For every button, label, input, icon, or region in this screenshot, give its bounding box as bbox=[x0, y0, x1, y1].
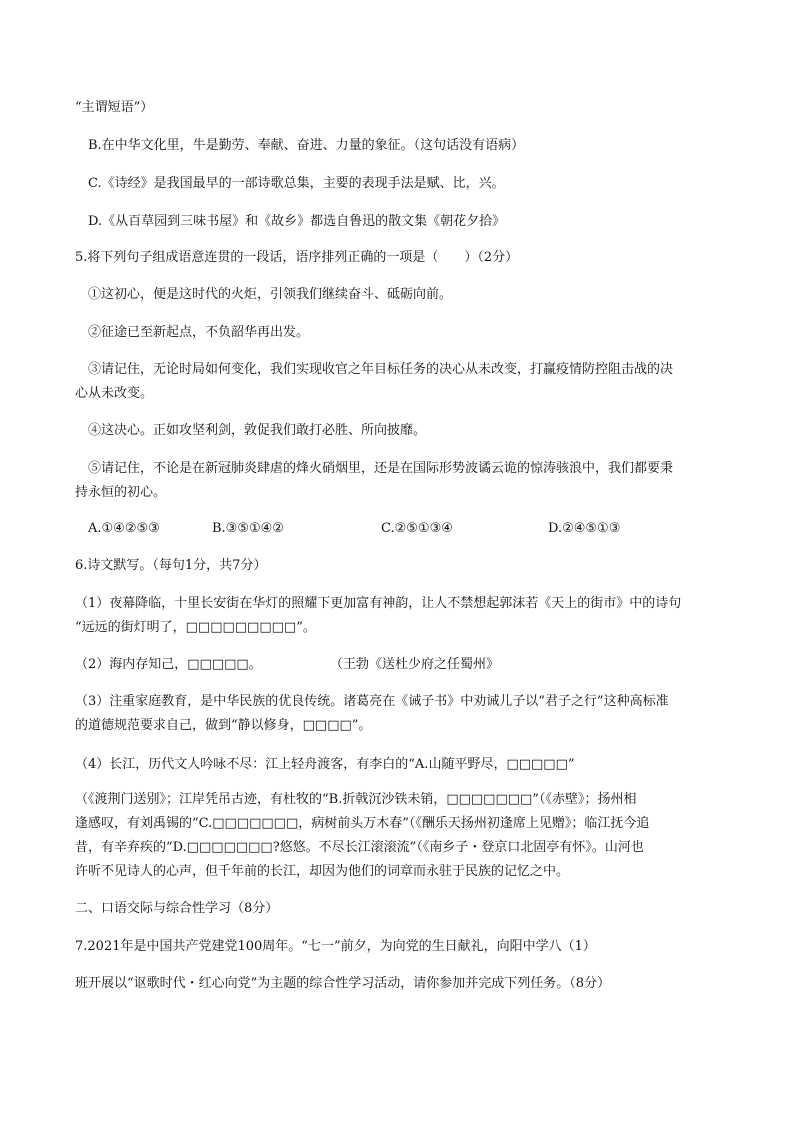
q6-part-4-line2: （《渡荆门送别》；江岸凭吊古迹，有杜牧的“B.折戟沉沙铁未销，□□□□□□□”（《赤壁》；扬州相 bbox=[75, 792, 637, 807]
q4-cont-line: “主谓短语”） bbox=[75, 100, 154, 115]
q6-part-3-cont: 的道德规范要求自己，做到“静以修身，□□□□”。 bbox=[75, 718, 372, 733]
q6-part-1: （1）夜幕降临，十里长安街在华灯的照耀下更加富有神韵，让人不禁想起郭沫若《天上的街市》中的诗句 bbox=[75, 596, 682, 611]
q6-part-4-line4: 昔，有辛弃疾的“D.□□□□□□□?悠悠。不尽长江滚滚流”（《南乡子・登京口北固亭有怀》。山河也 bbox=[75, 840, 644, 855]
q5-option-a: A.①④②⑤③ bbox=[88, 521, 160, 536]
q6-part-4-line5: 许听不见诗人的心声，但千年前的长江，却因为他们的词章而永驻于民族的记忆之中。 bbox=[75, 864, 570, 879]
q7-line-1: 7.2021年是中国共产党建党100周年。“七一”前夕，为向党的生日献礼，向阳中学八（1） bbox=[75, 939, 596, 954]
q5-option-b: B.③⑤①④② bbox=[212, 521, 284, 536]
q4-option-b: B.在中华文化里，牛是勤劳、奉献、奋进、力量的象征。（这句话没有语病） bbox=[88, 138, 525, 153]
q5-sentence-2: ②征途已至新起点，不负韶华再出发。 bbox=[88, 325, 310, 340]
q5-sentence-3-cont: 心从未改变。 bbox=[75, 386, 154, 401]
q6-part-2: （2）海内存知己，□□□□□。 bbox=[75, 657, 262, 672]
q6-part-1-cont: “远远的街灯明了，□□□□□□□□□”。 bbox=[75, 620, 316, 635]
q4-option-c: C.《诗经》是我国最早的一部诗歌总集，主要的表现手法是赋、比，兴。 bbox=[88, 176, 505, 191]
q5-option-c: C.②⑤①③④ bbox=[381, 521, 453, 536]
q7-line-2: 班开展以“讴歌时代・红心向党”为主题的综合性学习活动，请你参加并完成下列任务。（8分） bbox=[75, 976, 611, 991]
q5-sentence-3: ③请记住，无论时局如何变化，我们实现收官之年目标任务的决心从未改变，打赢疫情防控阻击战的决 bbox=[88, 362, 674, 377]
section-2-title: 二、口语交际与综合性学习（8分） bbox=[75, 901, 279, 916]
q5-stem: 5.将下列句子组成语意连贯的一段话，语序排列正确的一项是（ ）（2分） bbox=[75, 250, 519, 265]
q4-option-d: D.《从百草园到三味书屋》和《故乡》都选自鲁迅的散文集《朝花夕拾》 bbox=[88, 214, 506, 229]
q6-stem: 6.诗文默写。（每句1分，共7分） bbox=[75, 558, 267, 573]
q5-option-d: D.②④⑤①③ bbox=[548, 521, 621, 536]
q5-sentence-5-cont: 持永恒的初心。 bbox=[75, 485, 167, 500]
q6-part-3: （3）注重家庭教育，是中华民族的优良传统。诸葛亮在《诫子书》中劝诫儿子以“君子之行”这种高标准 bbox=[75, 694, 669, 709]
q6-part-4: （4）长江，历代文人吟咏不尽：江上轻舟渡客，有李白的“A.山随平野尽，□□□□□” bbox=[75, 757, 575, 772]
q5-sentence-1: ①这初心，便是这时代的火炬，引领我们继续奋斗、砥砺向前。 bbox=[88, 287, 453, 302]
q5-sentence-5: ⑤请记住，不论是在新冠肺炎肆虐的烽火硝烟里，还是在国际形势波谲云诡的惊涛骇浪中，我们都要秉 bbox=[88, 461, 674, 476]
q6-part-2-source: （王勃《送杜少府之任蜀州》 bbox=[330, 657, 500, 672]
q5-sentence-4: ④这决心。正如攻坚利剑，敦促我们敢打必胜、所向披靡。 bbox=[88, 423, 427, 438]
q6-part-4-line3: 逢感叹，有刘禹锡的“C.□□□□□□□，病树前头万木春”（《酬乐天扬州初逢席上见赠》；临江抚今追 bbox=[75, 816, 650, 831]
